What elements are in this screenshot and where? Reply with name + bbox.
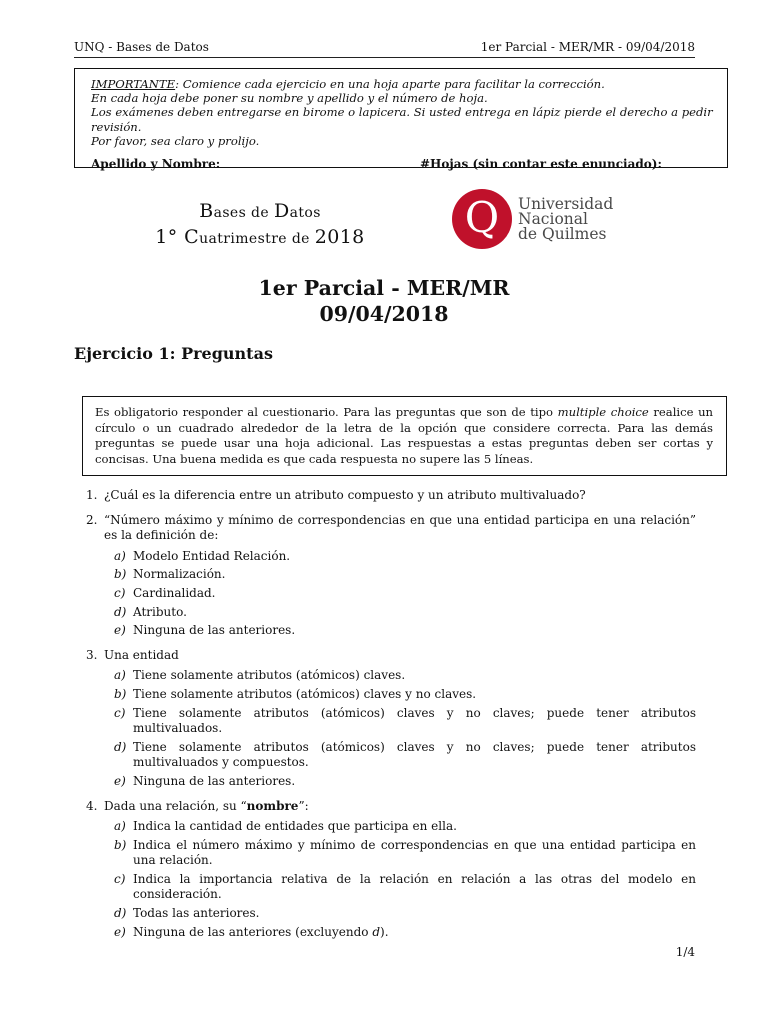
option-item[interactable] xyxy=(104,819,696,835)
question-text: ¿Cuál es la diferencia entre un atributo compuesto y un atributo multivaluado? xyxy=(104,488,586,502)
question-number: 3. xyxy=(86,647,98,662)
option-text: Indica la importancia relativa de la relación en relación a las otras del modelo en consideración. xyxy=(133,871,696,902)
question-number: 1. xyxy=(86,488,98,502)
question-4 xyxy=(86,799,696,941)
option-text: Modelo Entidad Relación. xyxy=(133,548,291,563)
section-heading: Ejercicio 1: Preguntas xyxy=(74,344,273,363)
question-number: 4. xyxy=(86,798,98,813)
notice-line-1 xyxy=(91,77,713,91)
option-item[interactable] xyxy=(104,925,696,941)
option-letter[interactable]: d) xyxy=(114,739,127,754)
course-term-initial: 1° C xyxy=(155,226,200,248)
option-letter[interactable]: e) xyxy=(114,774,126,788)
course-name-initial-1: B xyxy=(199,200,214,222)
option-text: Ninguna de las anteriores. xyxy=(133,774,296,788)
question-list xyxy=(86,488,696,943)
option-letter[interactable]: c) xyxy=(114,585,126,600)
option-list xyxy=(104,549,696,639)
option-letter[interactable]: a) xyxy=(114,819,126,833)
option-item[interactable] xyxy=(104,567,696,583)
option-text: Tiene solamente atributos (atómicos) claves y no claves; puede tener atributos multivaluados y compuestos. xyxy=(133,739,696,770)
option-letter[interactable]: c) xyxy=(114,705,126,720)
option-letter[interactable]: b) xyxy=(114,567,127,582)
course-name-rest-2: atos xyxy=(289,205,321,221)
option-text: Tiene solamente atributos (atómicos) claves y no claves. xyxy=(133,686,477,701)
option-list xyxy=(104,668,696,789)
question-number: 2. xyxy=(86,512,98,527)
course-name xyxy=(110,200,410,222)
option-letter[interactable]: b) xyxy=(114,837,127,852)
option-list xyxy=(104,819,696,940)
option-letter[interactable]: d) xyxy=(114,906,127,921)
option-item[interactable] xyxy=(104,549,696,565)
question-1 xyxy=(86,488,696,504)
option-text: Tiene solamente atributos (atómicos) claves. xyxy=(133,668,406,683)
notice-line-3: Los exámenes deben entregarse en birome o lapicera. Si usted entrega en lápiz pierde el derecho a pedir revisión. xyxy=(91,105,713,134)
logo-q-icon: Q xyxy=(452,189,512,249)
option-item[interactable] xyxy=(104,586,696,602)
instructions-box xyxy=(82,396,727,476)
header-course: UNQ - Bases de Datos xyxy=(74,40,209,54)
notice-box xyxy=(74,68,728,172)
option-text: Ninguna de las anteriores. xyxy=(133,623,296,638)
university-logo xyxy=(452,189,622,253)
course-name-rest-1: ases de xyxy=(213,205,274,221)
option-text: Cardinalidad. xyxy=(133,585,216,600)
option-letter[interactable]: a) xyxy=(114,548,126,563)
option-text-tail: ). xyxy=(380,924,389,939)
instructions-emphasis: multiple choice xyxy=(557,405,649,419)
instructions-text-2: realice un círculo o un cuadrado alrededor de la letra de la opción que considere correcta. Para las demás preguntas se puede usar una hoja adicional. Las respuestas a estas preguntas deben ser cortas y concisas. Una buena medida es que cada respuesta no supere las 5 líneas. xyxy=(95,405,714,466)
option-letter[interactable]: e) xyxy=(114,924,126,939)
question-text: Una entidad xyxy=(104,647,179,662)
question-text-a: Dada una relación, su “ xyxy=(104,798,247,813)
header-rule xyxy=(74,57,695,58)
question-text: “Número máximo y mínimo de correspondencias en que una entidad participa en una relación” es la definición de: xyxy=(104,512,696,542)
option-item[interactable] xyxy=(104,740,696,771)
option-text: Todas las anteriores. xyxy=(133,906,260,921)
option-text: Indica el número máximo y mínimo de correspondencias en que una entidad participa en una relación. xyxy=(133,837,696,868)
notice-fields xyxy=(91,157,713,173)
option-text: Tiene solamente atributos (atómicos) claves y no claves; puede tener atributos multivaluados. xyxy=(133,705,696,736)
logo-line-2: Nacional xyxy=(518,210,588,228)
option-letter[interactable]: a) xyxy=(114,668,126,683)
option-item[interactable] xyxy=(104,774,696,790)
option-text: Normalización. xyxy=(133,567,226,582)
course-term-rest: uatrimestre de xyxy=(199,231,315,247)
notice-line-1-text: : Comience cada ejercicio en una hoja aparte para facilitar la corrección. xyxy=(175,77,605,91)
option-text: Indica la cantidad de entidades que participa en ella. xyxy=(133,819,457,833)
notice-line-2: En cada hoja debe poner su nombre y apellido y el número de hoja. xyxy=(91,91,488,106)
exam-date: 09/04/2018 xyxy=(319,302,449,326)
course-term-year: 2018 xyxy=(314,226,365,248)
page-number: 1/4 xyxy=(675,945,695,959)
option-item[interactable] xyxy=(104,838,696,869)
option-item[interactable] xyxy=(104,605,696,621)
question-text-bold: nombre xyxy=(246,798,299,813)
option-text: Ninguna de las anteriores (excluyendo xyxy=(133,924,373,939)
option-item[interactable] xyxy=(104,706,696,737)
option-letter[interactable]: b) xyxy=(114,686,127,701)
option-text-emphasis: d xyxy=(372,924,381,939)
course-term xyxy=(110,226,410,248)
notice-line-4: Por favor, sea claro y prolijo. xyxy=(91,133,260,148)
option-item[interactable] xyxy=(104,668,696,684)
question-3 xyxy=(86,648,696,790)
option-item[interactable] xyxy=(104,687,696,703)
exam-title: 1er Parcial - MER/MR xyxy=(258,276,510,300)
course-name-initial-2: D xyxy=(273,200,290,222)
option-item[interactable] xyxy=(104,623,696,639)
logo-line-1: Universidad xyxy=(518,195,614,213)
name-field-label: Apellido y Nombre: xyxy=(91,157,221,172)
header-exam: 1er Parcial - MER/MR - 09/04/2018 xyxy=(480,40,695,54)
sheets-field-label: #Hojas (sin contar este enunciado): xyxy=(420,157,662,172)
question-2 xyxy=(86,513,696,639)
option-letter[interactable]: e) xyxy=(114,623,126,638)
instructions-text-1: Es obligatorio responder al cuestionario. Para las preguntas que son de tipo xyxy=(95,405,558,419)
question-text xyxy=(104,799,696,815)
option-letter[interactable]: c) xyxy=(114,871,126,886)
logo-line-3: de Quilmes xyxy=(518,225,607,243)
option-item[interactable] xyxy=(104,906,696,922)
question-text-c: ”: xyxy=(298,798,309,813)
option-item[interactable] xyxy=(104,872,696,903)
option-letter[interactable]: d) xyxy=(114,604,127,619)
option-text: Atributo. xyxy=(133,604,187,619)
logo-text xyxy=(518,197,613,242)
important-label: IMPORTANTE xyxy=(91,77,176,91)
